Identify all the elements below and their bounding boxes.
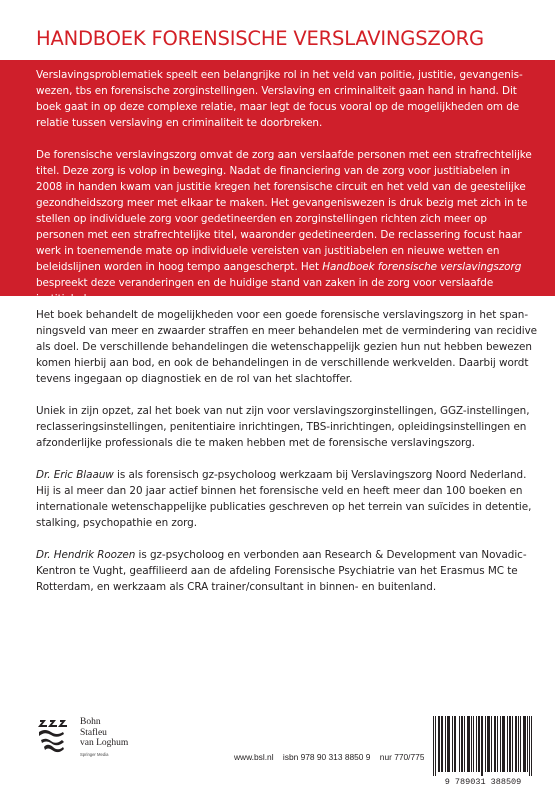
barcode-bar xyxy=(516,716,517,772)
barcode-bar xyxy=(488,716,489,772)
barcode-bar xyxy=(494,716,495,772)
barcode-bar xyxy=(500,716,501,772)
barcode xyxy=(424,712,542,786)
publisher-sub: Springer Media xyxy=(80,752,109,757)
barcode-bar xyxy=(445,716,446,772)
author-2-name: Dr. Hendrik Roozen xyxy=(36,549,136,561)
barcode-bar xyxy=(482,716,483,776)
barcode-bar xyxy=(518,716,519,772)
website: www.bsl.nl xyxy=(234,752,274,762)
barcode-bar xyxy=(510,716,511,772)
book-title: HANDBOEK FORENSISCHE VERSLAVINGSZORG xyxy=(36,27,484,50)
barcode-bar xyxy=(512,716,513,772)
handbook-title-italic: Handboek forensische verslavingszorg xyxy=(322,261,522,273)
barcode-bar xyxy=(464,716,465,772)
author-bio-2 xyxy=(36,547,541,595)
barcode-bar xyxy=(527,716,528,772)
barcode-bar xyxy=(495,716,496,772)
summary-paragraph-1: Verslavingsproblematiek speelt een belangrijke rol in het veld van politie, justitie, gevangeniswezen, tbs en forensische zorginstellingen. Verslaving en criminaliteit gaan hand in hand. Dit boek gaat in op deze complexe relatie, maar legt de focus vooral op de mogelijkheden om de relatie tussen verslaving en criminaliteit te doorbreken. xyxy=(36,69,523,129)
barcode-bar xyxy=(491,716,492,772)
summary-paragraph-2 xyxy=(36,147,535,307)
barcode-bar xyxy=(523,716,524,772)
barcode-bar xyxy=(439,716,440,772)
barcode-digits: 9 789031 388509 xyxy=(444,777,522,786)
author-1-name: Dr. Eric Blaauw xyxy=(36,469,114,481)
bsl-logo-icon xyxy=(36,714,72,756)
body-text xyxy=(36,307,541,595)
barcode-bar xyxy=(442,716,443,772)
author-1-bio: is als forensisch gz-psycholoog werkzaam bij Verslavingszorg Noord Nederland. Hij is al meer dan 20 jaar actief binnen het forensische veld en heeft meer dan 100 boeken en internationale wetenschappelijke publicaties geschreven op het terrein van suïcides in detentie, stalking, psychopathie en zorg. xyxy=(36,469,532,529)
barcode-bar xyxy=(471,716,472,772)
author-2-bio: is gz-psycholoog en verbonden aan Research & Development van Novadic-Kentron te Vught, geaffilieerd aan de afdeling Forensische Psychiatrie van het Erasmus MC te Rotterdam, en werkzaam als CRA trainer/consultant in binnen- en buitenland. xyxy=(36,549,527,593)
barcode-bar xyxy=(489,716,490,772)
publisher-name-line-2: Stafleu xyxy=(80,727,107,738)
barcode-bar xyxy=(485,716,486,772)
body-paragraph-1: Het boek behandelt de mogelijkheden voor een goede forensische verslavingszorg in het spanningsveld van meer en zwaarder straffen en meer behandelen met de vermindering van recidive als doel. De verschillende behandelingen die wetenschappelijk gezien hun nut hebben bewezen komen hierbij aan bod, en ook de behandelingen in de verschillende werkvelden. Daarbij wordt tevens ingegaan op diagnostiek en de rol van het slachtoffer. xyxy=(36,309,538,385)
barcode-bar xyxy=(473,716,474,772)
barcode-bar xyxy=(459,716,460,772)
barcode-bar xyxy=(449,716,450,772)
barcode-bar xyxy=(531,716,532,776)
barcode-bar xyxy=(435,716,436,776)
summary-p2-prefix: Het xyxy=(300,261,323,273)
barcode-bar xyxy=(448,716,449,772)
barcode-graphic xyxy=(424,712,542,786)
barcode-bar xyxy=(504,716,505,772)
barcode-bar xyxy=(468,716,469,772)
barcode-bar xyxy=(467,716,468,772)
barcode-bar xyxy=(454,716,455,772)
isbn: isbn 978 90 313 8850 9 xyxy=(282,752,371,762)
summary-p2-suffix: bespreekt deze veranderingen en de huidige stand van zaken in de zorg voor verslaafde justitiabelen. xyxy=(36,277,494,305)
barcode-bar xyxy=(438,716,439,772)
nur-code: nur 770/775 xyxy=(379,752,425,762)
barcode-bar xyxy=(503,716,504,772)
barcode-bar xyxy=(497,716,498,772)
barcode-bar xyxy=(487,716,488,772)
summary-band xyxy=(0,60,555,305)
author-bio-1 xyxy=(36,467,541,531)
barcode-bar xyxy=(455,716,456,772)
barcode-bar xyxy=(476,716,477,772)
barcode-bar xyxy=(447,716,448,772)
summary-paragraph-2-main: De forensische verslavingszorg omvat de zorg aan verslaafde personen met een strafrechtelijke titel. Deze zorg is volop in beweging. Nadat de financiering van de zorg voor justitiabelen in 2008 in handen kwam van justitie kregen het forensische circuit en het veld van de geestelijke gezondheidszorg meer met elkaar te maken. Het gevangeniswezen is druk bezig met zich in te stellen op individuele zorg voor gedetineerden en zorginstellingen richten zich meer op personen met een strafrechtelijke titel, waaronder gedetineerden. De reclassering focust haar werk in toenemende mate op individuele vereisten van justitiabelen en nieuwe wetten en beleidslijnen worden in hoog tempo aangescherpt. xyxy=(36,149,532,273)
colophon xyxy=(234,752,425,762)
barcode-bar xyxy=(520,716,521,772)
barcode-bar xyxy=(524,716,525,772)
barcode-bar xyxy=(479,716,480,772)
barcode-bar xyxy=(433,716,434,776)
body-paragraph-2: Uniek in zijn opzet, zal het boek van nut zijn voor verslavingszorginstellingen, GGZ-instellingen, reclasseringsinstellingen, penitentiaire inrichtingen, TBS-inrichtingen, opleidingsinstellingen en afzonderlijke professionals die te maken hebben met de forensische verslavingszorg. xyxy=(36,405,530,449)
barcode-bar xyxy=(469,716,470,772)
barcode-bar xyxy=(452,716,453,772)
barcode-bar xyxy=(525,716,526,772)
barcode-bar xyxy=(478,716,479,772)
barcode-bar xyxy=(461,716,462,772)
publisher-block xyxy=(36,714,156,766)
barcode-bar xyxy=(441,716,442,772)
barcode-bar xyxy=(507,716,508,772)
publisher-name xyxy=(80,717,128,749)
barcode-bar xyxy=(502,716,503,772)
barcode-bar xyxy=(529,716,530,776)
publisher-name-line-3: van Loghum xyxy=(80,738,129,748)
barcode-bar xyxy=(481,716,482,776)
publisher-name-line-1: Bohn xyxy=(80,717,101,727)
barcode-bar xyxy=(509,716,510,772)
barcode-bar xyxy=(515,716,516,772)
barcode-bar xyxy=(462,716,463,772)
